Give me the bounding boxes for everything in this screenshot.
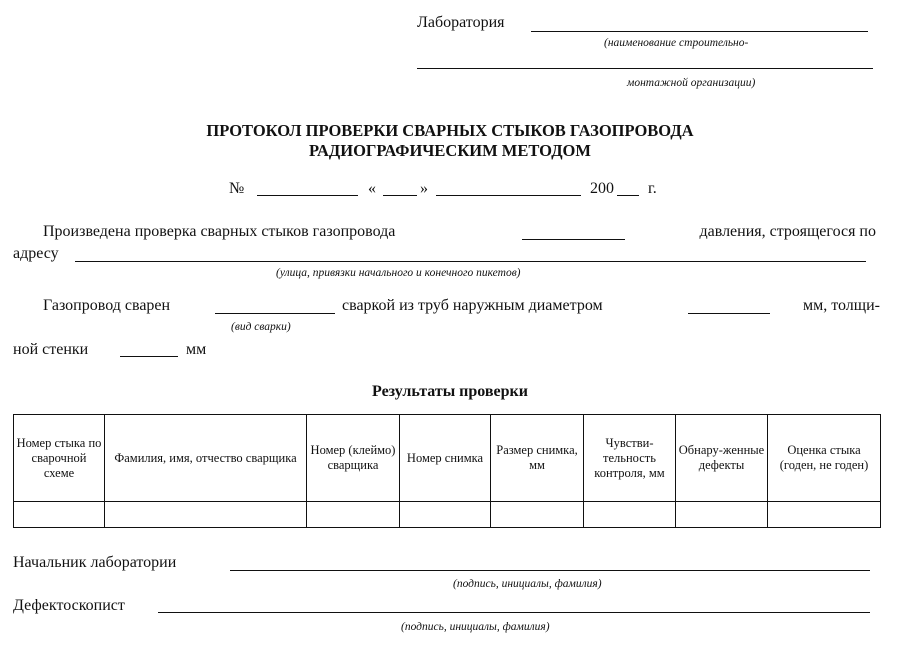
address-line <box>75 261 866 262</box>
wall-thickness-line <box>120 356 178 357</box>
para2-text-d: ной стенки <box>13 341 89 358</box>
col-header-assessment: Оценка стыка (годен, не годен) <box>768 415 881 502</box>
table-cell <box>676 502 768 528</box>
diameter-line <box>688 313 770 314</box>
para1-text-a: Произведена проверка сварных стыков газопровода <box>43 223 396 240</box>
year-prefix: 200 <box>590 180 614 197</box>
pressure-line <box>522 239 625 240</box>
table-cell <box>14 502 105 528</box>
table-cell <box>307 502 400 528</box>
table-cell <box>105 502 307 528</box>
document-title-line2: РАДИОГРАФИЧЕСКИМ МЕТОДОМ <box>309 141 591 160</box>
table-cell <box>400 502 491 528</box>
inspector-label: Дефектоскопист <box>13 597 125 614</box>
quote-close: » <box>420 180 428 197</box>
lab-name-line-2 <box>417 68 873 69</box>
number-sign: № <box>229 180 245 197</box>
chief-caption: (подпись, инициалы, фамилия) <box>453 578 602 590</box>
inspector-caption: (подпись, инициалы, фамилия) <box>401 621 550 633</box>
inspector-signature-line <box>158 612 870 613</box>
table-header-row <box>14 415 881 502</box>
results-heading: Результаты проверки <box>372 383 528 400</box>
quote-open: « <box>368 180 376 197</box>
results-table <box>13 414 881 528</box>
number-line <box>257 195 358 196</box>
month-line <box>436 195 581 196</box>
weld-type-line <box>215 313 335 314</box>
para1-text-c: адресу <box>13 245 59 262</box>
col-header-sensitivity: Чувстви-тельность контроля, мм <box>584 415 676 502</box>
table-cell <box>584 502 676 528</box>
col-header-defects: Обнару-женные дефекты <box>676 415 768 502</box>
lab-caption-1: (наименование строительно- <box>604 37 749 49</box>
para2-text-b: сваркой из труб наружным диаметром <box>342 297 603 314</box>
col-header-welder-name: Фамилия, имя, отчество сварщика <box>105 415 307 502</box>
lab-label: Лаборатория <box>417 14 505 31</box>
col-header-welder-stamp: Номер (клеймо) сварщика <box>307 415 400 502</box>
para1-text-b: давления, строящегося по <box>699 223 876 240</box>
chief-label: Начальник лаборатории <box>13 554 177 571</box>
lab-name-line <box>531 31 868 32</box>
col-header-image-size: Размер снимка, мм <box>491 415 584 502</box>
table-cell <box>491 502 584 528</box>
weld-type-caption: (вид сварки) <box>231 321 291 333</box>
document-title-line1: ПРОТОКОЛ ПРОВЕРКИ СВАРНЫХ СТЫКОВ ГАЗОПРОВОДА <box>206 121 694 140</box>
col-header-joint-number: Номер стыка по сварочной схеме <box>14 415 105 502</box>
table-cell <box>768 502 881 528</box>
para2-text-c: мм, толщи- <box>802 297 880 314</box>
lab-caption-2: монтажной организации) <box>627 77 756 89</box>
day-line <box>383 195 417 196</box>
para2-text-a: Газопровод сварен <box>43 297 171 314</box>
year-suffix: г. <box>648 180 657 197</box>
table-row <box>14 502 881 528</box>
year-line <box>617 195 639 196</box>
address-caption: (улица, привязки начального и конечного пикетов) <box>276 267 521 279</box>
para2-text-e: мм <box>186 341 207 358</box>
chief-signature-line <box>230 570 870 571</box>
col-header-image-number: Номер снимка <box>400 415 491 502</box>
